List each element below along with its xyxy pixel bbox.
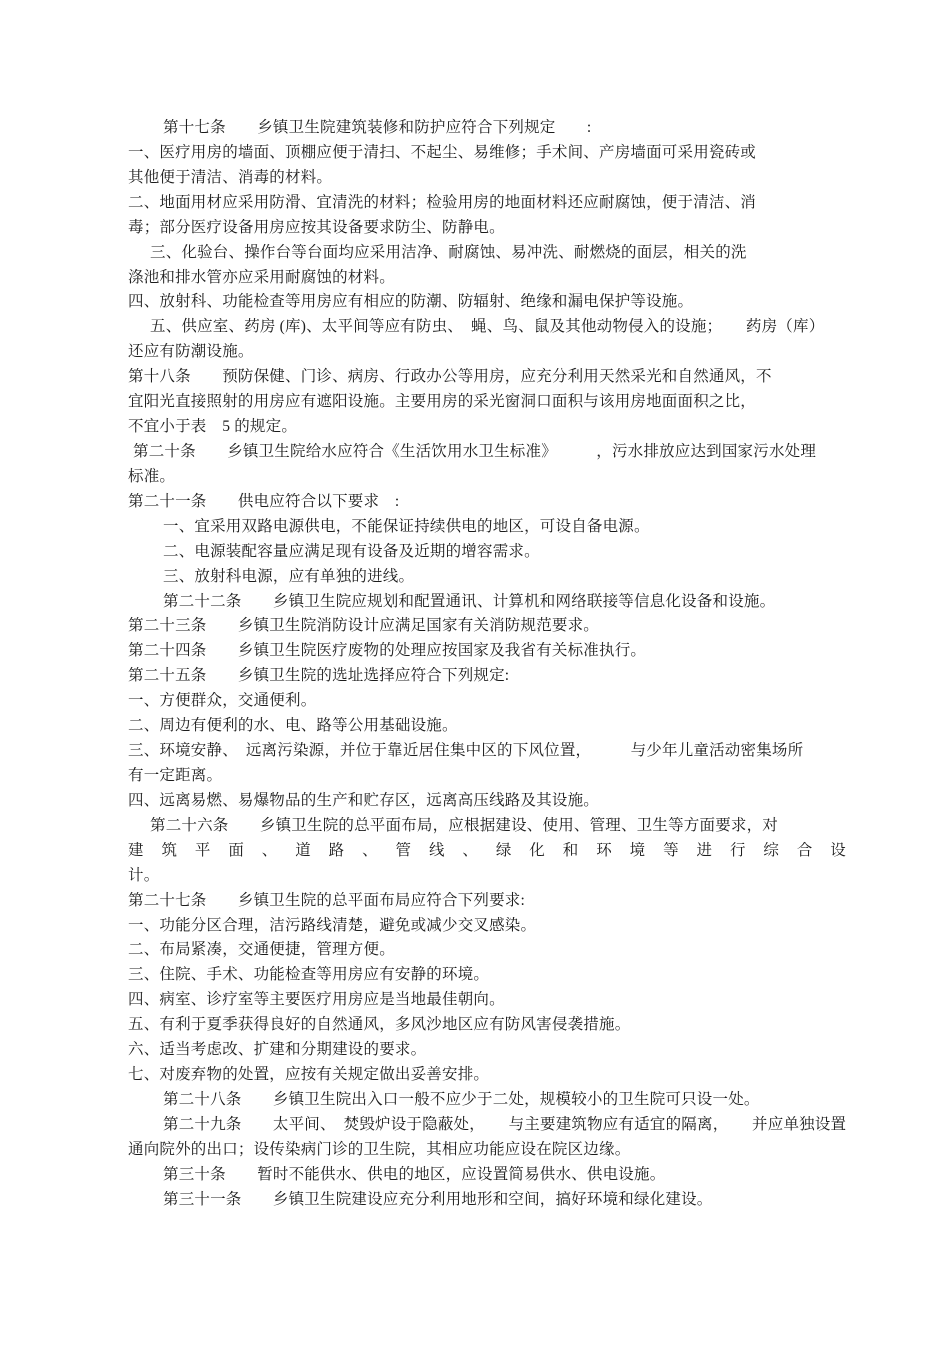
text-line: 一、医疗用房的墙面、顶棚应便于清扫、不起尘、易维修；手术间、产房墙面可采用瓷砖或	[128, 143, 757, 161]
document-body	[128, 116, 846, 1213]
text-line: 第二十一条 供电应符合以下要求 :	[128, 492, 400, 510]
text-line: 二、布局紧凑，交通便捷，管理方便。	[128, 941, 395, 959]
text-line: 四、远离易燃、易爆物品的生产和贮存区，远离高压线路及其设施。	[128, 791, 600, 809]
text-line: 第二十三条 乡镇卫生院消防设计应满足国家有关消防规范要求。	[128, 617, 600, 635]
text-line: 有一定距离。	[128, 766, 223, 784]
text-line: 第三十条 暂时不能供水、供电的地区，应设置简易供水、供电设施。	[163, 1165, 666, 1183]
text-line: 一、方便群众，交通便利。	[128, 692, 317, 710]
text-line: 第三十一条 乡镇卫生院建设应充分利用地形和空间，搞好环境和绿化建设。	[163, 1190, 713, 1208]
text-line: 六、适当考虑改、扩建和分期建设的要求。	[128, 1041, 427, 1059]
text-line: 三、住院、手术、功能检查等用房应有安静的环境。	[128, 966, 490, 984]
text-line: 通向院外的出口；设传染病门诊的卫生院，其相应功能应设在院区边缘。	[128, 1140, 631, 1158]
text-line: 第十七条 乡镇卫生院建筑装修和防护应符合下列规定 :	[163, 119, 592, 136]
text-line: 第十八条 预防保健、门诊、病房、行政办公等用房，应充分利用天然采光和自然通风，不	[128, 368, 772, 386]
text-line: 四、病室、诊疗室等主要医疗用房应是当地最佳朝向。	[128, 991, 505, 1009]
text-line: 第二十四条 乡镇卫生院医疗废物的处理应按国家及我省有关标准执行。	[128, 642, 647, 660]
text-line: 毒；部分医疗设备用房应按其设备要求防尘、防静电。	[128, 218, 505, 236]
text-line: 五、有利于夏季获得良好的自然通风，多风沙地区应有防风害侵袭措施。	[128, 1016, 631, 1034]
text-line: 建 筑 平 面 、 道 路 、 管 线 、 绿 化 和 环 境 等 进 行 综 合 设	[128, 841, 846, 859]
text-line: 七、对废弃物的处置，应按有关规定做出妥善安排。	[128, 1066, 490, 1084]
text-line: 第二十九条 太平间、 焚毁炉设于隐蔽处， 与主要建筑物应有适宜的隔离， 并应单独设置	[163, 1115, 847, 1133]
text-line: 还应有防潮设施。	[128, 343, 254, 361]
text-line: 二、电源装配容量应满足现有设备及近期的增容需求。	[163, 542, 540, 560]
text-line: 五、供应室、药房 (库)、太平间等应有防虫、 蝇、鸟、鼠及其他动物侵入的设施； 药房（库）	[150, 318, 825, 336]
text-line: 其他便于清洁、消毒的材料。	[128, 168, 333, 186]
text-line: 宜阳光直接照射的用房应有遮阳设施。主要用房的采光窗洞口面积与该用房地面面积之比，	[128, 393, 757, 411]
text-line: 三、环境安静、 远离污染源，并位于靠近居住集中区的下风位置， 与少年儿童活动密集场所	[128, 742, 804, 760]
text-line: 标准。	[128, 467, 176, 485]
text-line: 四、放射科、功能检查等用房应有相应的防潮、防辐射、绝缘和漏电保护等设施。	[128, 293, 694, 311]
text-line: 三、化验台、操作台等台面均应采用洁净、耐腐蚀、易冲洗、耐燃烧的面层，相关的洗	[150, 243, 747, 261]
text-line: 不宜小于表 5 的规定。	[128, 418, 298, 436]
text-line: 第二十六条 乡镇卫生院的总平面布局，应根据建设、使用、管理、卫生等方面要求，对	[150, 816, 779, 834]
text-line: 二、周边有便利的水、电、路等公用基础设施。	[128, 717, 458, 735]
text-line: 计。	[128, 866, 160, 884]
text-line: 第二十五条 乡镇卫生院的选址选择应符合下列规定:	[128, 667, 510, 685]
text-line: 一、功能分区合理，洁污路线清楚，避免或减少交叉感染。	[128, 916, 537, 934]
text-line: 第二十八条 乡镇卫生院出入口一般不应少于二处，规模较小的卫生院可只设一处。	[163, 1090, 760, 1108]
text-line: 三、放射科电源，应有单独的进线。	[163, 567, 415, 585]
text-line: 第二十二条 乡镇卫生院应规划和配置通讯、计算机和网络联接等信息化设备和设施。	[163, 592, 776, 610]
text-line: 第二十七条 乡镇卫生院的总平面布局应符合下列要求:	[128, 891, 526, 909]
text-line: 二、地面用材应采用防滑、宜清洗的材料；检验用房的地面材料还应耐腐蚀，便于清洁、消	[128, 193, 757, 211]
text-line: 一、宜采用双路电源供电，不能保证持续供电的地区，可设自备电源。	[163, 517, 650, 535]
text-line: 涤池和排水管亦应采用耐腐蚀的材料。	[128, 268, 395, 286]
text-line: 第二十条 乡镇卫生院给水应符合《生活饮用水卫生标准》 ，污水排放应达到国家污水处理	[133, 442, 817, 460]
